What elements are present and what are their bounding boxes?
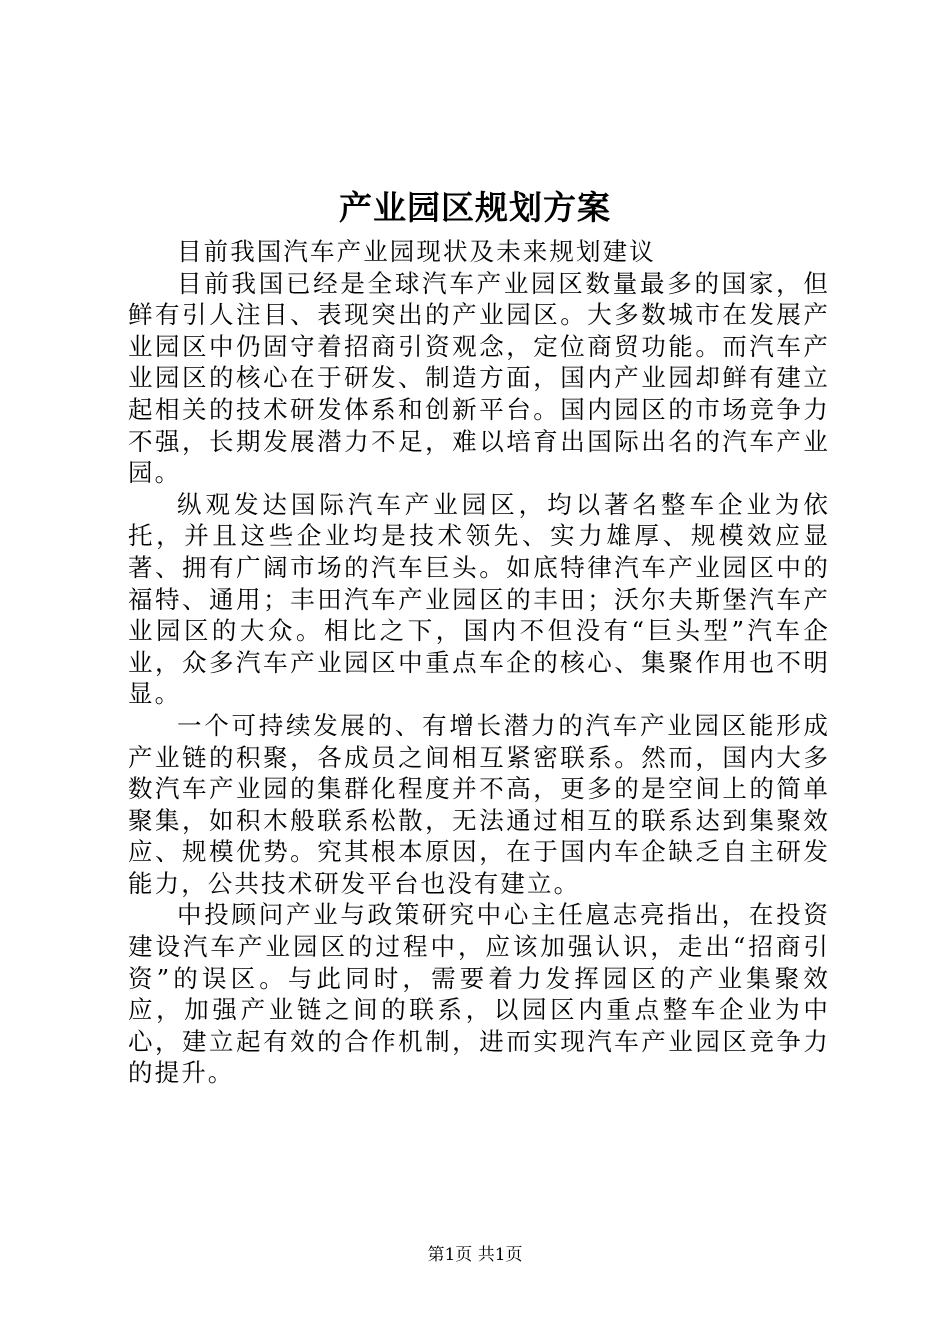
document-title: 产业园区规划方案 — [339, 188, 611, 227]
document-body — [128, 236, 830, 1089]
paragraph: 纵观发达国际汽车产业园区，均以著名整车企业为依托，并且这些企业均是技术领先、实力雄厚、规模效应显著、拥有广阔市场的汽车巨头。如底特律汽车产业园区中的福特、通用；丰田汽车产业园区的丰田；沃尔夫斯堡汽车产业园区的大众。相比之下，国内不但没有“巨头型”汽车企业，众多汽车产业园区中重点车企的核心、集聚作用也不明显。 — [128, 489, 830, 709]
paragraph-subtitle: 目前我国汽车产业园现状及未来规划建议 — [177, 237, 656, 266]
paragraph: 中投顾问产业与政策研究中心主任扈志亮指出，在投资建设汽车产业园区的过程中，应该加强认识，走出“招商引资”的误区。与此同时，需要着力发挥园区的产业集聚效应，加强产业链之间的联系，以园区内重点整车企业为中心，建立起有效的合作机制，进而实现汽车产业园区竞争力的提升。 — [128, 900, 830, 1088]
page-footer: 第1页 共1页 — [427, 1245, 523, 1265]
paragraph: 目前我国已经是全球汽车产业园区数量最多的国家，但鲜有引人注目、表现突出的产业园区。大多数城市在发展产业园区中仍固守着招商引资观念，定位商贸功能。而汽车产业园区的核心在于研发、制造方面，国内产业园却鲜有建立起相关的技术研发体系和创新平台。国内园区的市场竞争力不强，长期发展潜力不足，难以培育出国际出名的汽车产业园。 — [128, 268, 830, 488]
paragraph: 一个可持续发展的、有增长潜力的汽车产业园区能形成产业链的积聚，各成员之间相互紧密联系。然而，国内大多数汽车产业园的集群化程度并不高，更多的是空间上的简单聚集，如积木般联系松散，无法通过相互的联系达到集聚效应、规模优势。究其根本原因，在于国内车企缺乏自主研发能力，公共技术研发平台也没有建立。 — [128, 710, 830, 898]
